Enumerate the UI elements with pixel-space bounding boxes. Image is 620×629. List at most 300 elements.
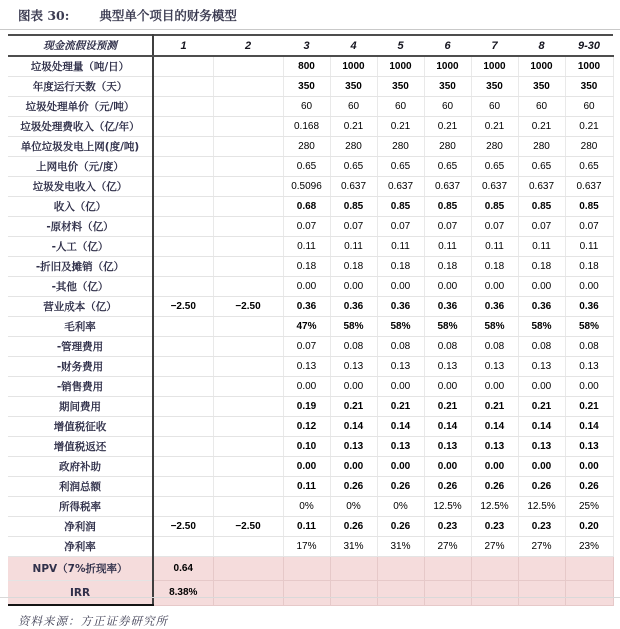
value-cell: 0.23: [518, 517, 565, 537]
value-cell: 0.85: [330, 197, 377, 217]
value-cell: [153, 177, 213, 197]
value-cell: 0.12: [283, 417, 330, 437]
value-cell: [153, 157, 213, 177]
value-cell: [283, 557, 330, 581]
value-cell: 0.11: [565, 237, 613, 257]
value-cell: 0.13: [565, 437, 613, 457]
financial-model-table: [8, 34, 614, 606]
value-cell: 12.5%: [424, 497, 471, 517]
value-cell: [213, 97, 283, 117]
value-cell: [377, 557, 424, 581]
value-cell: [153, 377, 213, 397]
table-row: [8, 177, 613, 197]
value-cell: 0.00: [330, 277, 377, 297]
value-cell: 350: [283, 77, 330, 97]
value-cell: [424, 557, 471, 581]
value-cell: 0.23: [424, 517, 471, 537]
value-cell: 0.13: [424, 357, 471, 377]
row-label: IRR: [8, 581, 153, 606]
header-year-col: 6: [424, 35, 471, 56]
value-cell: [213, 137, 283, 157]
table-row: [8, 377, 613, 397]
value-cell: [213, 537, 283, 557]
value-cell: 0.36: [330, 297, 377, 317]
value-cell: 0.18: [518, 257, 565, 277]
value-cell: 1000: [330, 56, 377, 77]
row-label: -人工（亿）: [8, 237, 153, 257]
value-cell: 0.68: [283, 197, 330, 217]
value-cell: 0.00: [471, 277, 518, 297]
value-cell: 0.11: [424, 237, 471, 257]
value-cell: [213, 117, 283, 137]
value-cell: 12.5%: [518, 497, 565, 517]
value-cell: [153, 117, 213, 137]
value-cell: 280: [565, 137, 613, 157]
value-cell: 8.38%: [153, 581, 213, 606]
row-label: 垃圾处理费收入（亿/年）: [8, 117, 153, 137]
row-label: -原材料（亿）: [8, 217, 153, 237]
value-cell: [213, 237, 283, 257]
value-cell: −2.50: [153, 517, 213, 537]
value-cell: 27%: [518, 537, 565, 557]
header-year-col: 4: [330, 35, 377, 56]
figure-title: [0, 0, 620, 30]
value-cell: 0.00: [471, 457, 518, 477]
value-cell: 60: [424, 97, 471, 117]
value-cell: 0%: [330, 497, 377, 517]
value-cell: 0.26: [330, 477, 377, 497]
row-label: 净利润: [8, 517, 153, 537]
header-year-col: 7: [471, 35, 518, 56]
value-cell: [153, 237, 213, 257]
value-cell: [213, 377, 283, 397]
value-cell: 280: [471, 137, 518, 157]
value-cell: −2.50: [153, 297, 213, 317]
value-cell: [153, 457, 213, 477]
value-cell: 0.36: [518, 297, 565, 317]
value-cell: 58%: [471, 317, 518, 337]
value-cell: 0.00: [330, 377, 377, 397]
value-cell: 1000: [377, 56, 424, 77]
row-label: 净利率: [8, 537, 153, 557]
header-year-col: 9-30: [565, 35, 613, 56]
value-cell: 0%: [377, 497, 424, 517]
value-cell: 0.168: [283, 117, 330, 137]
value-cell: 0.21: [424, 117, 471, 137]
table-row: [8, 97, 613, 117]
value-cell: 0.00: [565, 277, 613, 297]
figure-number: 图表 30:: [18, 8, 70, 23]
header-year-col: 1: [153, 35, 213, 56]
row-label: -其他（亿）: [8, 277, 153, 297]
value-cell: 0.21: [518, 117, 565, 137]
value-cell: [471, 581, 518, 606]
value-cell: 0.65: [424, 157, 471, 177]
value-cell: −2.50: [213, 517, 283, 537]
row-label: 营业成本（亿）: [8, 297, 153, 317]
value-cell: 0.637: [518, 177, 565, 197]
table-row: [8, 417, 613, 437]
value-cell: 0.08: [471, 337, 518, 357]
value-cell: 0.08: [518, 337, 565, 357]
table-row: [8, 457, 613, 477]
value-cell: 0.14: [471, 417, 518, 437]
row-label: -财务费用: [8, 357, 153, 377]
value-cell: 0.13: [377, 437, 424, 457]
table-header-row: [8, 35, 613, 56]
value-cell: 350: [565, 77, 613, 97]
value-cell: 0.13: [471, 357, 518, 377]
value-cell: [153, 56, 213, 77]
value-cell: 0.65: [565, 157, 613, 177]
value-cell: 350: [424, 77, 471, 97]
value-cell: [153, 317, 213, 337]
row-label: 期间费用: [8, 397, 153, 417]
table-row: [8, 157, 613, 177]
value-cell: 0.26: [377, 517, 424, 537]
table-row: [8, 497, 613, 517]
value-cell: 0.13: [283, 357, 330, 377]
value-cell: 0.26: [424, 477, 471, 497]
value-cell: 0.85: [424, 197, 471, 217]
value-cell: 23%: [565, 537, 613, 557]
value-cell: 1000: [424, 56, 471, 77]
value-cell: [565, 557, 613, 581]
value-cell: [377, 581, 424, 606]
value-cell: [213, 397, 283, 417]
row-label: 单位垃圾发电上网(度/吨): [8, 137, 153, 157]
value-cell: 0.00: [377, 457, 424, 477]
value-cell: 0.65: [471, 157, 518, 177]
value-cell: 0.21: [377, 117, 424, 137]
value-cell: [153, 537, 213, 557]
row-label: 增值税征收: [8, 417, 153, 437]
table-row: [8, 257, 613, 277]
value-cell: [153, 437, 213, 457]
table-row: [8, 277, 613, 297]
value-cell: 280: [518, 137, 565, 157]
value-cell: [153, 137, 213, 157]
value-cell: [213, 357, 283, 377]
row-label: -管理费用: [8, 337, 153, 357]
value-cell: 58%: [377, 317, 424, 337]
value-cell: 0.20: [565, 517, 613, 537]
table-row: [8, 517, 613, 537]
value-cell: 0.07: [330, 217, 377, 237]
value-cell: 0.65: [377, 157, 424, 177]
value-cell: 60: [377, 97, 424, 117]
row-label: 所得税率: [8, 497, 153, 517]
row-label: 增值税返还: [8, 437, 153, 457]
row-label: 垃圾处理量（吨/日）: [8, 56, 153, 77]
table-row: [8, 317, 613, 337]
value-cell: [213, 197, 283, 217]
value-cell: 60: [518, 97, 565, 117]
table-row: [8, 437, 613, 457]
value-cell: 0.00: [424, 277, 471, 297]
value-cell: 0.637: [330, 177, 377, 197]
value-cell: 0.00: [283, 277, 330, 297]
row-label: -折旧及摊销（亿）: [8, 257, 153, 277]
value-cell: 1000: [565, 56, 613, 77]
value-cell: 31%: [330, 537, 377, 557]
header-year-col: 8: [518, 35, 565, 56]
value-cell: 0.637: [377, 177, 424, 197]
value-cell: 0.14: [330, 417, 377, 437]
bottom-divider: [0, 597, 620, 598]
value-cell: 0.21: [471, 117, 518, 137]
table-row: [8, 56, 613, 77]
table-row: [8, 337, 613, 357]
value-cell: 0.11: [377, 237, 424, 257]
value-cell: 0.26: [565, 477, 613, 497]
value-cell: 0.21: [565, 397, 613, 417]
value-cell: 0.00: [565, 457, 613, 477]
value-cell: 0.21: [518, 397, 565, 417]
value-cell: [213, 257, 283, 277]
value-cell: 0.00: [565, 377, 613, 397]
value-cell: 0.85: [518, 197, 565, 217]
row-label: 垃圾发电收入（亿）: [8, 177, 153, 197]
value-cell: 0.07: [471, 217, 518, 237]
value-cell: 0.13: [424, 437, 471, 457]
value-cell: 0.00: [377, 377, 424, 397]
value-cell: 0.18: [377, 257, 424, 277]
value-cell: 0.65: [330, 157, 377, 177]
table-row: [8, 197, 613, 217]
value-cell: 0.637: [471, 177, 518, 197]
value-cell: [213, 177, 283, 197]
table-row: [8, 117, 613, 137]
value-cell: 0.36: [565, 297, 613, 317]
value-cell: 0.07: [424, 217, 471, 237]
value-cell: 0.00: [424, 457, 471, 477]
value-cell: 17%: [283, 537, 330, 557]
table-row: [8, 77, 613, 97]
value-cell: 350: [471, 77, 518, 97]
value-cell: [213, 581, 283, 606]
value-cell: [565, 581, 613, 606]
value-cell: 0.00: [424, 377, 471, 397]
value-cell: 0.14: [424, 417, 471, 437]
table-row: [8, 397, 613, 417]
value-cell: 0.13: [377, 357, 424, 377]
value-cell: 280: [377, 137, 424, 157]
value-cell: 0.11: [283, 477, 330, 497]
table-row: [8, 217, 613, 237]
row-label: 毛利率: [8, 317, 153, 337]
value-cell: 0.00: [518, 377, 565, 397]
value-cell: [213, 337, 283, 357]
value-cell: 0.19: [283, 397, 330, 417]
value-cell: 0%: [283, 497, 330, 517]
value-cell: [330, 581, 377, 606]
value-cell: [213, 437, 283, 457]
value-cell: 280: [424, 137, 471, 157]
value-cell: 60: [565, 97, 613, 117]
value-cell: 0.08: [330, 337, 377, 357]
source-note: 资料来源：方正证券研究所: [18, 614, 168, 628]
value-cell: 0.21: [330, 117, 377, 137]
value-cell: 280: [283, 137, 330, 157]
value-cell: 0.21: [565, 117, 613, 137]
row-label: 政府补助: [8, 457, 153, 477]
value-cell: 25%: [565, 497, 613, 517]
value-cell: 0.65: [518, 157, 565, 177]
value-cell: 0.21: [471, 397, 518, 417]
value-cell: 60: [330, 97, 377, 117]
value-cell: [153, 357, 213, 377]
value-cell: 0.11: [471, 237, 518, 257]
value-cell: 0.18: [471, 257, 518, 277]
value-cell: 1000: [471, 56, 518, 77]
value-cell: 47%: [283, 317, 330, 337]
value-cell: 0.21: [377, 397, 424, 417]
value-cell: 0.00: [283, 457, 330, 477]
value-cell: 0.13: [518, 437, 565, 457]
value-cell: 0.00: [330, 457, 377, 477]
value-cell: 27%: [424, 537, 471, 557]
value-cell: 0.11: [518, 237, 565, 257]
value-cell: [213, 56, 283, 77]
row-label: 垃圾处理单价（元/吨）: [8, 97, 153, 117]
table-row: [8, 357, 613, 377]
value-cell: [153, 417, 213, 437]
value-cell: [213, 457, 283, 477]
value-cell: [153, 257, 213, 277]
value-cell: 0.637: [424, 177, 471, 197]
value-cell: [153, 477, 213, 497]
value-cell: [424, 581, 471, 606]
value-cell: 0.14: [377, 417, 424, 437]
row-label: 利润总额: [8, 477, 153, 497]
value-cell: 0.07: [565, 217, 613, 237]
value-cell: [213, 317, 283, 337]
value-cell: [153, 217, 213, 237]
value-cell: 31%: [377, 537, 424, 557]
value-cell: 350: [377, 77, 424, 97]
value-cell: 350: [518, 77, 565, 97]
value-cell: 0.13: [330, 437, 377, 457]
header-year-col: 5: [377, 35, 424, 56]
value-cell: [153, 497, 213, 517]
value-cell: [153, 337, 213, 357]
value-cell: 0.36: [424, 297, 471, 317]
value-cell: [213, 557, 283, 581]
table-row: [8, 137, 613, 157]
value-cell: 60: [471, 97, 518, 117]
value-cell: 0.00: [283, 377, 330, 397]
header-year-col: 3: [283, 35, 330, 56]
value-cell: 0.36: [471, 297, 518, 317]
value-cell: 0.14: [518, 417, 565, 437]
table-row: [8, 237, 613, 257]
value-cell: [213, 77, 283, 97]
value-cell: −2.50: [213, 297, 283, 317]
value-cell: 0.13: [565, 357, 613, 377]
value-cell: 350: [330, 77, 377, 97]
value-cell: [153, 97, 213, 117]
value-cell: [283, 581, 330, 606]
value-cell: 0.36: [377, 297, 424, 317]
value-cell: 0.36: [283, 297, 330, 317]
value-cell: 0.18: [330, 257, 377, 277]
value-cell: [153, 277, 213, 297]
value-cell: 27%: [471, 537, 518, 557]
value-cell: [153, 397, 213, 417]
value-cell: 0.00: [518, 457, 565, 477]
value-cell: 0.00: [518, 277, 565, 297]
header-year-col: 2: [213, 35, 283, 56]
value-cell: 0.65: [283, 157, 330, 177]
value-cell: 58%: [518, 317, 565, 337]
value-cell: 0.26: [518, 477, 565, 497]
row-label: 年度运行天数（天）: [8, 77, 153, 97]
value-cell: [153, 197, 213, 217]
value-cell: [518, 557, 565, 581]
value-cell: 800: [283, 56, 330, 77]
value-cell: 0.08: [424, 337, 471, 357]
value-cell: 0.13: [518, 357, 565, 377]
value-cell: 0.13: [330, 357, 377, 377]
value-cell: 0.18: [565, 257, 613, 277]
value-cell: [213, 497, 283, 517]
value-cell: 280: [330, 137, 377, 157]
value-cell: 0.85: [471, 197, 518, 217]
value-cell: 0.85: [565, 197, 613, 217]
value-cell: [213, 477, 283, 497]
value-cell: 60: [283, 97, 330, 117]
row-label: 收入（亿）: [8, 197, 153, 217]
value-cell: [213, 157, 283, 177]
table-row: [8, 537, 613, 557]
value-cell: 58%: [565, 317, 613, 337]
value-cell: 0.13: [471, 437, 518, 457]
value-cell: 0.07: [283, 337, 330, 357]
value-cell: 0.14: [565, 417, 613, 437]
value-cell: 0.07: [283, 217, 330, 237]
value-cell: 0.10: [283, 437, 330, 457]
row-label: 上网电价（元/度）: [8, 157, 153, 177]
value-cell: 0.637: [565, 177, 613, 197]
highlight-row: [8, 557, 613, 581]
value-cell: 0.5096: [283, 177, 330, 197]
value-cell: 0.21: [330, 397, 377, 417]
value-cell: [330, 557, 377, 581]
value-cell: [213, 417, 283, 437]
highlight-row: [8, 581, 613, 606]
row-label: NPV（7%折现率）: [8, 557, 153, 581]
value-cell: 0.85: [377, 197, 424, 217]
value-cell: 0.64: [153, 557, 213, 581]
value-cell: 0.08: [565, 337, 613, 357]
value-cell: [213, 217, 283, 237]
value-cell: 0.07: [377, 217, 424, 237]
value-cell: 0.18: [424, 257, 471, 277]
value-cell: 0.11: [330, 237, 377, 257]
figure-title-text: 典型单个项目的财务模型: [99, 8, 237, 23]
value-cell: 0.26: [377, 477, 424, 497]
value-cell: [213, 277, 283, 297]
value-cell: 0.00: [471, 377, 518, 397]
value-cell: 58%: [330, 317, 377, 337]
value-cell: [471, 557, 518, 581]
value-cell: [153, 77, 213, 97]
value-cell: 0.07: [518, 217, 565, 237]
header-cash-flow-forecast: 现金流假设预测: [8, 35, 153, 56]
value-cell: 1000: [518, 56, 565, 77]
value-cell: 58%: [424, 317, 471, 337]
